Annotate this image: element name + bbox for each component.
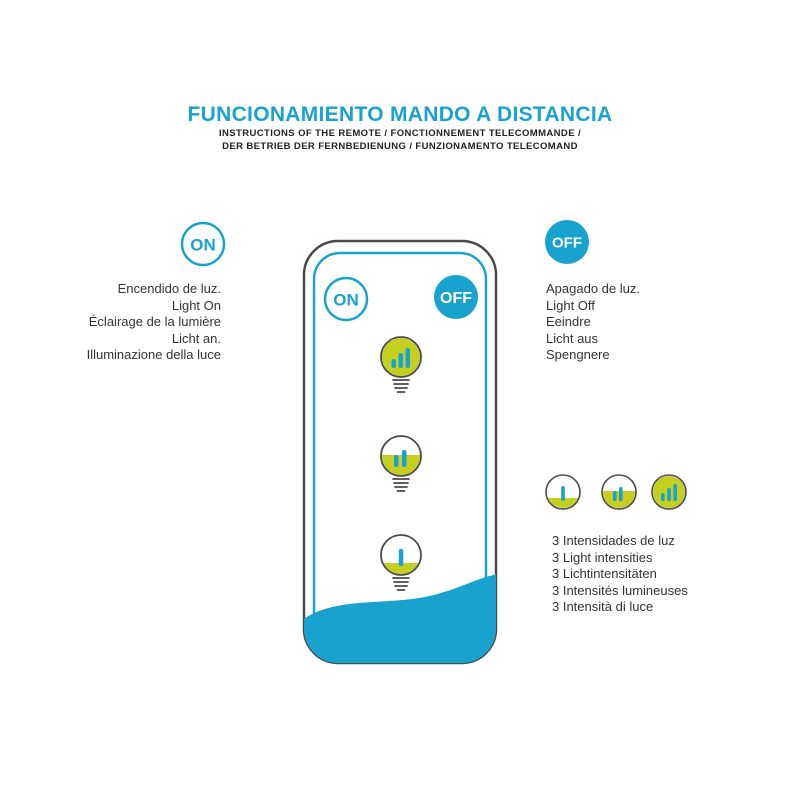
intensity-description-line: 3 Lichtintensitäten xyxy=(552,566,657,581)
page-subtitle-line1: INSTRUCTIONS OF THE REMOTE / FONCTIONNEMENT TELECOMMANDE / xyxy=(218,128,582,139)
off-description-line: Eeindre xyxy=(546,314,591,329)
on-description-line: Illuminazione della luce xyxy=(86,347,221,362)
remote-on-label: ON xyxy=(333,290,359,310)
remote-medium-intensity-button[interactable] xyxy=(377,433,425,497)
low-intensity-icon xyxy=(544,473,582,511)
off-description-line: Apagado de luz. xyxy=(546,281,640,296)
page-subtitle-line2: DER BETRIEB DER FERNBEDIENUNG / FUNZIONAMENTO TELECOMAND xyxy=(222,141,578,152)
remote-off-button[interactable] xyxy=(433,274,479,320)
off-description-line: Spengnere xyxy=(546,347,610,362)
remote-on-button[interactable] xyxy=(323,276,369,322)
off-description-line: Licht aus xyxy=(546,330,599,346)
off-description-line: Light Off xyxy=(546,297,595,313)
remote-high-intensity-button[interactable] xyxy=(377,334,425,398)
page-title: FUNCIONAMIENTO MANDO A DISTANCIA xyxy=(187,103,613,126)
on-description-line: Licht an. xyxy=(171,330,221,346)
intensity-description-line: 3 Intensidades de luz xyxy=(552,533,675,548)
intensity-description-line: 3 Light intensities xyxy=(552,549,653,565)
off-description xyxy=(546,281,640,364)
on-description-line: Light On xyxy=(171,297,221,313)
remote-low-intensity-button[interactable] xyxy=(377,532,425,596)
off-icon-label: OFF xyxy=(552,234,582,252)
intensity-description-line: 3 Intensità di luce xyxy=(552,599,654,614)
off-icon xyxy=(544,219,590,265)
remote-off-label: OFF xyxy=(440,290,472,307)
on-icon-label: ON xyxy=(190,235,216,255)
on-icon xyxy=(180,221,226,267)
on-description-line: Encendido de luz. xyxy=(117,281,221,296)
intensity-description xyxy=(552,533,688,616)
intensity-description-line: 3 Intensités lumineuses xyxy=(552,582,688,598)
on-description-line: Éclairage de la lumière xyxy=(88,314,221,329)
medium-intensity-icon xyxy=(600,473,638,511)
high-intensity-icon xyxy=(650,473,688,511)
on-description xyxy=(87,281,221,364)
